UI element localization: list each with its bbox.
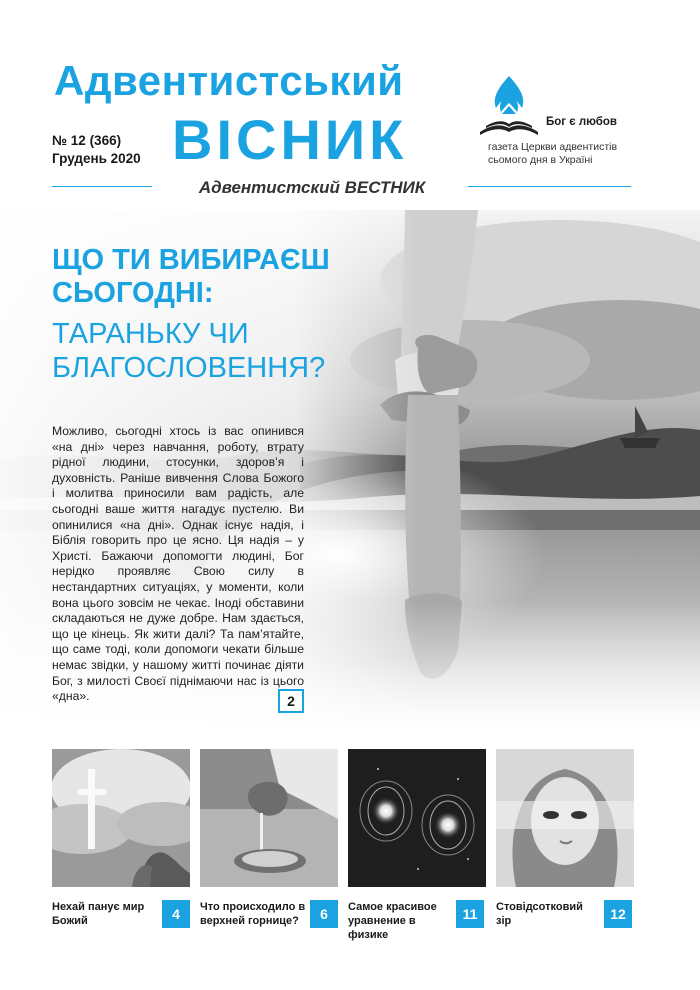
teaser-image-particles[interactable] — [348, 749, 486, 887]
teaser-page-number[interactable]: 12 — [604, 900, 632, 928]
teaser-image-woman-eyes[interactable] — [496, 749, 634, 887]
masthead-subtitle: Адвентистский ВЕСТНИК — [198, 178, 426, 197]
issue-info — [52, 132, 141, 168]
feature-page-ref[interactable]: 2 — [278, 689, 304, 713]
feature-headline: ЩО ТИ ВИБИРАЄШ СЬОГОДНІ: — [52, 244, 330, 309]
subtitle-rule-right — [468, 186, 631, 187]
teaser-caption[interactable]: Нехай панує мир Божий — [52, 901, 145, 927]
teaser-caption[interactable]: Стовідсотковий зір — [496, 901, 583, 927]
teaser-caption[interactable]: Самое красивое уравнение в физике — [348, 901, 437, 941]
masthead-title-main: ВІСНИК — [172, 108, 408, 171]
motto: Бог є любов — [546, 116, 617, 128]
subtitle-rule-left — [52, 186, 152, 187]
issue-date: Грудень 2020 — [52, 151, 141, 166]
teaser-page-number[interactable]: 11 — [456, 900, 484, 928]
church-logo — [476, 74, 542, 138]
feature-body: Можливо, сьогодні хтось із вас опинився «на дні» через навчання, роботу, втрату рідної людини, стосунки, здоров’я і духовність. Раніше вивчення Слова Божого і молитва приносили вам радість, але сьогодні ваше життя нагадує пустелю. Ви опинилися «на дні». Однак існує надія, і Біблія говорить про це ясно. Ця надія – у Христі. Бажаючи допомогти людині, Бог нерідко проявляє Свою силу в нестандартних ситуаціях, у моменти, коли вона цього зовсім не чекає. Іноді обставини складаються не дуже добре. Нам здається, що це кінець. Як жити далі? Та пам’ятайте, що саме тоді, коли допомоги чекати більше немає звідки, у нашому житті починає діяти Бог, з милості Своєї піднімаючи нас із цього «дна». — [52, 424, 304, 704]
feature-subheadline: ТАРАНЬКУ ЧИ БЛАГОСЛОВЕННЯ? — [52, 318, 326, 384]
teaser-page-number[interactable]: 6 — [310, 900, 338, 928]
teaser-image-cross[interactable] — [52, 749, 190, 887]
masthead-title: Адвентистський — [54, 57, 404, 104]
organization-tagline: газета Церкви адвентистів сьомого дня в Україні — [488, 141, 618, 166]
teaser-caption[interactable]: Что происходило в верхней горнице? — [200, 901, 306, 927]
issue-number: № 12 (366) — [52, 133, 122, 148]
teaser-page-number[interactable]: 4 — [162, 900, 190, 928]
teaser-image-water-jar[interactable] — [200, 749, 338, 887]
cross-icon — [88, 769, 95, 849]
